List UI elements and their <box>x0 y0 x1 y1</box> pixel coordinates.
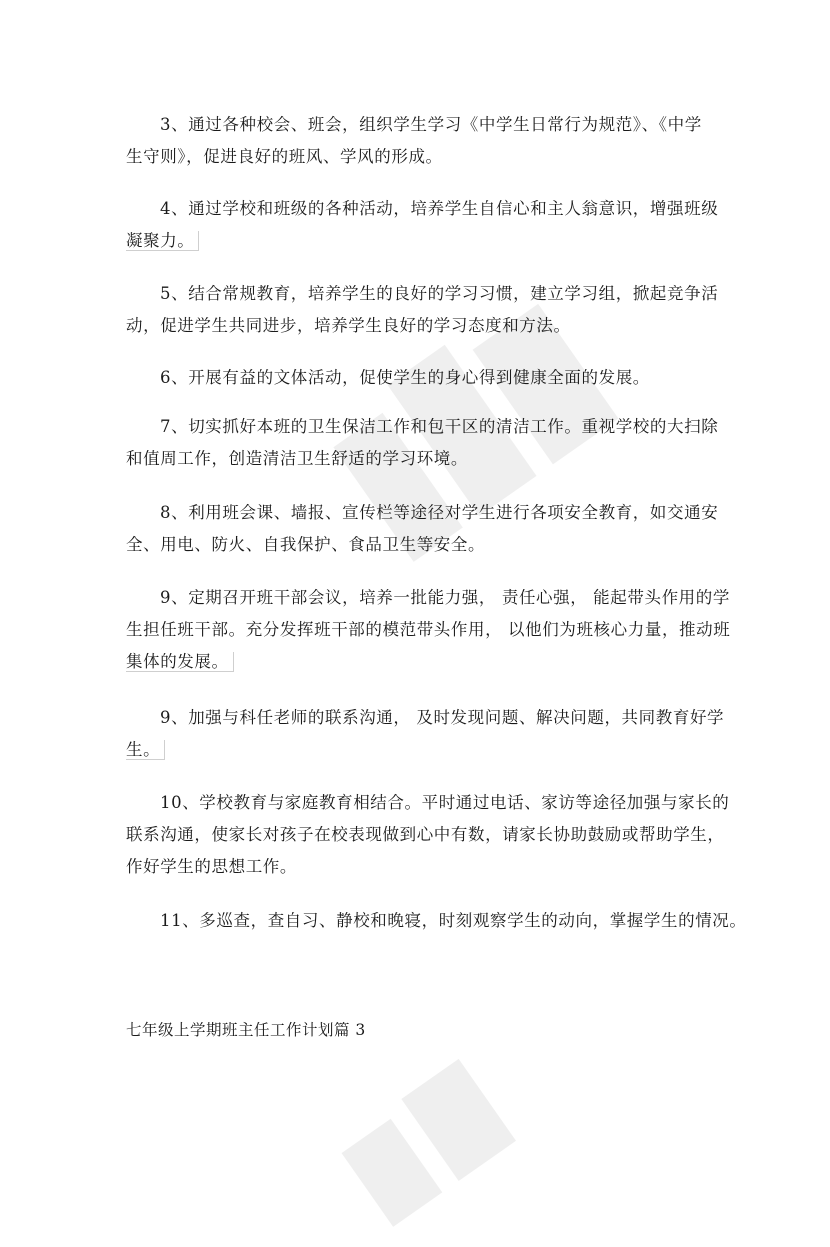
paragraph-line: 联系沟通，使家长对孩子在校表现做到心中有数，请家长协助鼓励或帮助学生， <box>126 825 725 844</box>
paragraph-item-4 <box>126 193 719 257</box>
paragraph-line: 生担任班干部。充分发挥班干部的模范带头作用， 以他们为班核心力量，推动班 <box>126 620 731 639</box>
paragraph-line: 3、通过各种校会、班会，组织学生学习《中学生日常行为规范》、《中学 <box>160 115 702 134</box>
paragraph-line: 凝聚力。 <box>126 231 199 251</box>
paragraph-line: 作好学生的思想工作。 <box>126 857 297 876</box>
paragraph-line: 9、加强与科任老师的联系沟通， 及时发现问题、解决问题，共同教育好学 <box>160 708 725 727</box>
paragraph-line: 9、定期召开班干部会议，培养一批能力强， 责任心强， 能起带头作用的学 <box>160 588 730 607</box>
paragraph-line: 生守则》，促进良好的班风、学风的形成。 <box>126 147 443 166</box>
paragraph-line: 全、用电、防火、自我保护、食品卫生等安全。 <box>126 535 486 554</box>
paragraph-item-8 <box>126 497 719 561</box>
paragraph-line: 7、切实抓好本班的卫生保洁工作和包干区的清洁工作。重视学校的大扫除 <box>160 417 719 436</box>
paragraph-line: 5、结合常规教育，培养学生的良好的学习习惯，建立学习组，掀起竞争活 <box>160 284 719 303</box>
paragraph-line: 6、开展有益的文体活动，促使学生的身心得到健康全面的发展。 <box>160 368 650 387</box>
watermark-graphic-bottom <box>314 1033 547 1246</box>
paragraph-line: 8、利用班会课、墙报、宣传栏等途径对学生进行各项安全教育，如交通安 <box>160 503 719 522</box>
paragraph-line: 4、通过学校和班级的各种活动，培养学生自信心和主人翁意识，增强班级 <box>160 199 719 218</box>
paragraph-item-9a <box>126 582 731 678</box>
paragraph-item-9b <box>126 702 725 766</box>
paragraph-item-7 <box>126 411 719 475</box>
section-heading: 七年级上学期班主任工作计划篇 3 <box>126 1021 366 1039</box>
paragraph-item-10 <box>126 787 730 883</box>
paragraph-line: 集体的发展。 <box>126 652 234 672</box>
paragraph-line: 动，促进学生共同进步，培养学生良好的学习态度和方法。 <box>126 316 571 335</box>
paragraph-line: 生。 <box>126 740 165 760</box>
paragraph-item-5 <box>126 278 719 342</box>
paragraph-item-6 <box>126 362 716 394</box>
paragraph-item-3 <box>126 109 716 173</box>
paragraph-line: 10、学校教育与家庭教育相结合。平时通过电话、家访等途径加强与家长的 <box>160 793 730 812</box>
paragraph-item-11 <box>126 905 747 937</box>
paragraph-line: 和值周工作，创造清洁卫生舒适的学习环境。 <box>126 449 468 468</box>
paragraph-line: 11、多巡查，查自习、静校和晚寝，时刻观察学生的动向，掌握学生的情况。 <box>160 911 747 930</box>
